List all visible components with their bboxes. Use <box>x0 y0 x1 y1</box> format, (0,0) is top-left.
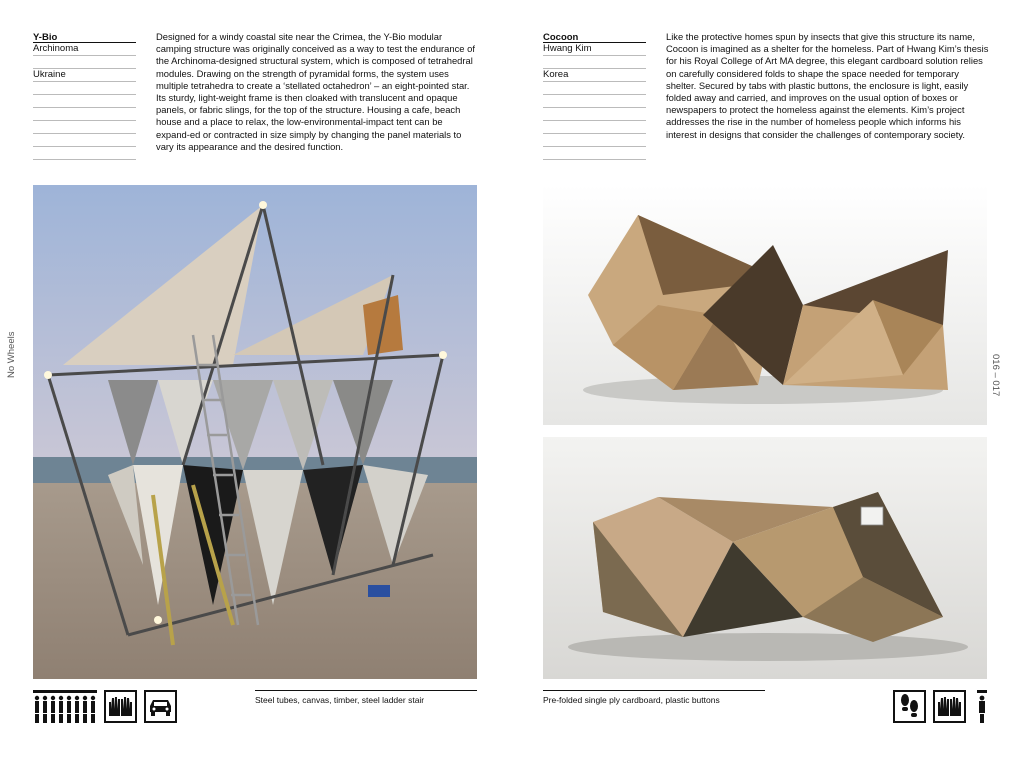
cocoon-open-photo <box>543 185 987 425</box>
meta-blank-row <box>33 121 136 134</box>
meta-blank-row <box>33 56 136 69</box>
one-person-icon <box>977 690 987 729</box>
meta-blank-row <box>543 82 646 95</box>
meta-blank-row <box>543 108 646 121</box>
meta-blank-row <box>33 134 136 147</box>
cocoon-closed-photo <box>543 437 987 679</box>
meta-blank-row <box>33 95 136 108</box>
meta-blank-row <box>33 108 136 121</box>
ybio-caption-rule <box>255 690 477 691</box>
meta-blank-row <box>33 82 136 95</box>
cocoon-description: Like the protective homes spun by insects that give this structure its name, Cocoon is imagined as a shelter for the homeless. Part of Hwang Kim’s thesis for his Royal College of Art MA degree, this elegant cardboard solution relies on carefully considered folds to shape the space needed for temporary shelter. Secured by tabs with plastic buttons, the enclosure is light, easily folded away and carried, and improves on the usual option of boxes or newspapers to protect the homeless against the elements. Kim’s project addresses the rise in the number of homeless people which informs his interest in designs that consider the challenges of contemporary society. <box>666 31 989 140</box>
ybio-description: Designed for a windy coastal site near the Crimea, the Y-Bio modular camping structure was originally conceived as a way to test the endurance of the Archinoma-designed structural system, which is composed of tetrahedral modules. Drawing on the strength of pyramidal forms, the system uses multiple tetrahedra to create a ‘stellated octahedron’ – an eight-pointed star. Its sturdy, light-weight frame is then cloaked with translucent and opaque panels, or fabric slings, for the top of the structure. Housing a cafe, beach house and a place to relax, the low-environmental-impact tent can be expand-ed or contracted in size simply by changing the panel materials to vary its appearance and the desired function. <box>156 31 475 152</box>
ybio-meta <box>33 32 136 160</box>
running-head: No Wheels <box>6 331 17 378</box>
meta-blank-row <box>543 134 646 147</box>
meta-blank-row <box>543 121 646 134</box>
ybio-photo <box>33 185 477 679</box>
designer: Hwang Kim <box>543 43 646 56</box>
ybio-materials: Steel tubes, canvas, timber, steel ladder stair <box>255 695 425 705</box>
project-name: Cocoon <box>543 32 646 43</box>
cocoon-caption-rule <box>543 690 765 691</box>
meta-blank-row <box>543 147 646 160</box>
project-name: Y-Bio <box>33 32 136 43</box>
meta-blank-row <box>543 95 646 108</box>
eight-people-icon <box>33 690 97 729</box>
car-icon <box>144 690 177 728</box>
country: Ukraine <box>33 69 136 82</box>
cocoon-materials: Pre-folded single ply cardboard, plastic buttons <box>543 695 720 705</box>
meta-blank-row <box>543 56 646 69</box>
hands-icon <box>933 690 966 728</box>
hands-icon <box>104 690 137 728</box>
designer: Archinoma <box>33 43 136 56</box>
footprints-icon <box>893 690 926 728</box>
cocoon-meta <box>543 32 646 160</box>
country: Korea <box>543 69 646 82</box>
meta-blank-row <box>33 147 136 160</box>
page-numbers: 016 – 017 <box>990 354 1001 397</box>
